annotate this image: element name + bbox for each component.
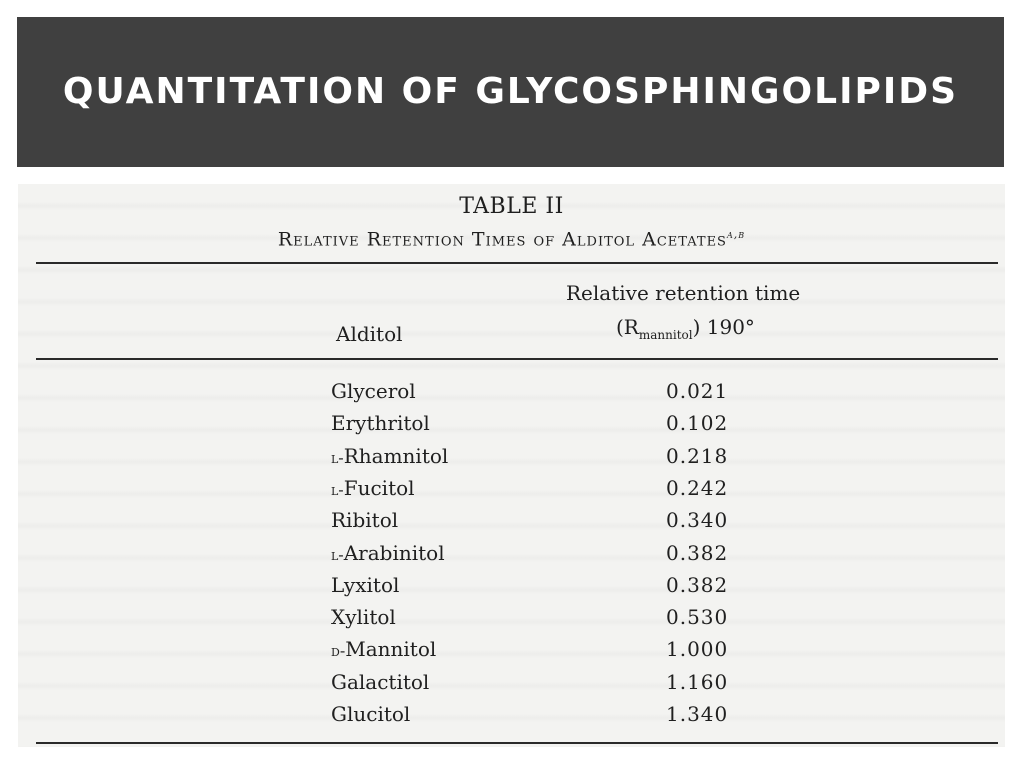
alditol-name [331,411,430,435]
alditol-prefix: d- [331,641,346,661]
alditol-name [331,573,399,597]
alditol-label: Galactitol [331,669,430,694]
table-row [18,508,1005,540]
alditol-name [331,508,398,532]
retention-value: 0.340 [666,508,729,533]
retention-value: 0.530 [666,605,729,630]
retention-value: 0.218 [666,443,729,468]
slide-title: QUANTITATION OF GLYCOSPHINGOLIPIDS [62,71,959,112]
retention-sub: mannitol [638,328,693,342]
column-header-retention-line1: Relative retention time [566,281,801,305]
table-row [18,702,1005,734]
alditol-label: Lyxitol [331,572,400,597]
alditol-label: Erythritol [331,411,430,436]
retention-value: 1.000 [666,637,729,662]
alditol-label: Glucitol [331,702,411,726]
table-caption-text: Relative Retention Times of Alditol Acetates [277,228,727,251]
table-caption-marks: a,b [726,228,746,241]
table-row [18,411,1005,443]
retention-value: 1.340 [666,702,729,726]
alditol-name [331,702,410,726]
bottom-rule [36,742,998,744]
top-rule [36,262,998,264]
table-row [18,637,1005,669]
alditol-name [331,637,436,661]
alditol-name [331,541,445,565]
table-row [18,573,1005,605]
table-scan [18,184,1005,747]
column-header-alditol: Alditol [336,322,403,346]
retention-pre: (R [616,315,639,339]
column-header-retention-line2 [616,315,755,342]
alditol-prefix: l- [331,544,344,564]
alditol-label: Ribitol [331,508,399,533]
table-row [18,476,1005,508]
alditol-name [331,444,448,468]
alditol-label: Xylitol [331,605,396,630]
alditol-label: Glycerol [331,379,416,403]
table-row [18,541,1005,573]
table-label: TABLE II [459,194,564,219]
table-row [18,379,1005,411]
alditol-label: Rhamnitol [343,443,449,468]
retention-value: 1.160 [666,669,729,694]
alditol-name [331,670,429,694]
alditol-prefix: l- [331,479,344,499]
alditol-name [331,605,396,629]
retention-value: 0.382 [666,540,729,565]
alditol-label: Fucitol [343,475,415,500]
table-caption [18,228,1005,250]
alditol-name [331,379,416,403]
retention-value: 0.102 [666,411,729,436]
retention-value: 0.021 [666,379,729,403]
alditol-name [331,476,415,500]
retention-post: ) 190° [692,315,755,339]
alditol-prefix: l- [331,447,344,467]
retention-value: 0.242 [666,475,729,500]
slide-title-bar [17,17,1004,167]
alditol-label: Arabinitol [343,540,445,565]
retention-value: 0.382 [666,572,729,597]
header-rule [36,358,998,360]
table-row [18,670,1005,702]
alditol-label: Mannitol [345,637,437,662]
table-row [18,444,1005,476]
table-row [18,605,1005,637]
